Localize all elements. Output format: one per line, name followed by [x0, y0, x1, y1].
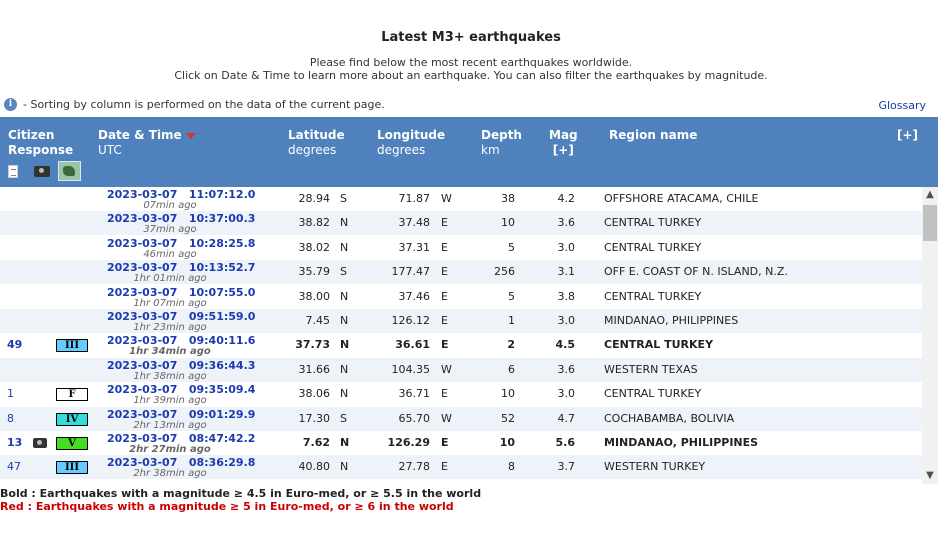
longitude-value: 126.29: [387, 436, 430, 449]
time-ago: 1hr 23min ago: [133, 322, 207, 333]
latitude-direction: N: [340, 289, 349, 303]
datetime-link[interactable]: 2023-03-07 08:36:29.8: [107, 456, 256, 470]
latitude-direction: N: [340, 362, 349, 376]
table-scrollbar[interactable]: [922, 187, 938, 484]
longitude-value: 71.87: [398, 192, 430, 205]
scroll-down-icon[interactable]: ▼: [926, 470, 934, 481]
col-region[interactable]: [609, 128, 697, 143]
region-name: CENTRAL TURKEY: [604, 387, 702, 401]
scroll-thumb[interactable]: [923, 205, 937, 241]
legend-bold-note: Bold : Earthquakes with a magnitude ≥ 4.5 in Euro-med, or ≥ 5.5 in the world: [0, 487, 482, 500]
depth-value: 5: [508, 240, 515, 254]
sorting-notice: [4, 98, 385, 111]
time-ago: 2hr 27min ago: [129, 444, 211, 455]
depth-sub: km: [481, 143, 500, 157]
citizen-response-count[interactable]: 13: [7, 436, 23, 449]
col-longitude[interactable]: [377, 128, 445, 158]
col-latitude[interactable]: [288, 128, 345, 158]
mag-label: Mag: [549, 128, 578, 142]
longitude-direction: E: [441, 338, 449, 352]
latitude-label: Latitude: [288, 128, 345, 142]
latitude-direction: N: [340, 314, 349, 327]
latitude-value: 38.00: [298, 289, 330, 303]
longitude-direction: E: [441, 314, 448, 327]
depth-value: 10: [501, 216, 515, 230]
citizen-response-count[interactable]: 49: [7, 338, 23, 352]
time-ago: 1hr 07min ago: [133, 297, 207, 309]
latitude-value: 35.79: [298, 265, 330, 279]
scroll-up-icon[interactable]: ▲: [926, 189, 934, 200]
longitude-direction: E: [441, 387, 448, 401]
intensity-badge[interactable]: F: [56, 388, 88, 401]
legend-red-note: Red : Earthquakes with a magnitude ≥ 5 in Euro-med, or ≥ 6 in the world: [0, 500, 454, 513]
latitude-sub: degrees: [288, 143, 337, 157]
earthquake-table: [0, 187, 922, 484]
datetime-label: Date & Time: [98, 128, 182, 142]
time-ago: 1hr 39min ago: [133, 395, 207, 407]
datetime-link[interactable]: 2023-03-07 09:35:09.4: [107, 383, 256, 397]
region-expand-button[interactable]: [897, 128, 918, 143]
magnitude-value: 3.0: [557, 314, 575, 327]
intensity-badge[interactable]: V: [56, 437, 88, 450]
intensity-badge[interactable]: IV: [56, 413, 88, 426]
magnitude-value: 3.6: [557, 216, 575, 230]
latitude-direction: N: [340, 387, 349, 401]
region-name: CENTRAL TURKEY: [604, 338, 714, 352]
col-citizen-response[interactable]: [8, 128, 73, 158]
magnitude-value: 3.8: [557, 289, 575, 303]
time-ago: 1hr 01min ago: [133, 273, 207, 285]
region-name: MINDANAO, PHILIPPINES: [604, 314, 739, 327]
citizen-icons: [8, 161, 81, 181]
longitude-value: 37.48: [398, 216, 430, 230]
time-ago: 1hr 34min ago: [129, 346, 211, 358]
longitude-value: 65.70: [398, 411, 430, 425]
longitude-direction: E: [441, 216, 448, 230]
camera-icon[interactable]: [34, 166, 50, 177]
magnitude-value: 3.0: [557, 387, 575, 401]
longitude-direction: W: [441, 192, 452, 205]
depth-value: 256: [494, 265, 515, 279]
region-name: CENTRAL TURKEY: [604, 216, 702, 230]
table-row: [0, 407, 922, 431]
magnitude-value: 5.6: [555, 436, 575, 449]
table-header: [0, 117, 938, 187]
datetime-link[interactable]: 2023-03-07 09:36:44.3: [107, 358, 256, 372]
table-row: [0, 285, 922, 309]
citizen-label-2: Response: [8, 143, 74, 157]
depth-label: Depth: [481, 128, 522, 142]
magnitude-value: 3.7: [557, 460, 575, 474]
longitude-direction: E: [441, 436, 449, 449]
time-ago: 07min ago: [143, 200, 197, 211]
depth-value: 52: [501, 411, 515, 425]
latitude-value: 31.66: [298, 362, 330, 376]
depth-value: 5: [508, 289, 515, 303]
datetime-link[interactable]: 2023-03-07 08:47:42.2: [107, 432, 256, 445]
datetime-link[interactable]: 2023-03-07 11:07:12.0: [107, 188, 256, 201]
sorting-notice-text: - Sorting by column is performed on the data of the current page.: [23, 98, 385, 111]
depth-value: 38: [501, 192, 515, 205]
mag-expand-button[interactable]: [+]: [552, 143, 574, 157]
camera-icon[interactable]: [33, 438, 47, 448]
depth-value: 6: [508, 362, 515, 376]
datetime-link[interactable]: 2023-03-07 10:13:52.7: [107, 261, 256, 275]
region-label: Region name: [609, 128, 698, 142]
table-row: [0, 309, 922, 333]
page-title: Latest M3+ earthquakes: [381, 30, 561, 45]
magnitude-value: 3.1: [557, 265, 575, 279]
latitude-value: 7.45: [305, 314, 330, 327]
region-name: WESTERN TEXAS: [604, 362, 698, 376]
datetime-link[interactable]: 2023-03-07 10:28:25.8: [107, 236, 256, 250]
latitude-direction: N: [340, 460, 349, 474]
datetime-link[interactable]: 2023-03-07 10:37:00.3: [107, 212, 256, 226]
glossary-link[interactable]: Glossary: [878, 99, 926, 112]
citizen-response-count[interactable]: 8: [7, 411, 14, 425]
longitude-sub: degrees: [377, 143, 426, 157]
latitude-value: 40.80: [298, 460, 330, 474]
table-row: [0, 431, 922, 455]
latitude-direction: S: [340, 411, 347, 425]
longitude-value: 36.61: [395, 338, 430, 352]
latitude-value: 38.82: [298, 216, 330, 230]
depth-value: 1: [508, 314, 515, 327]
citizen-response-count[interactable]: 47: [7, 460, 21, 474]
latitude-value: 38.06: [298, 387, 330, 401]
latitude-direction: N: [340, 338, 350, 352]
sort-desc-icon: [186, 133, 196, 139]
latitude-value: 17.30: [298, 411, 330, 425]
intensity-badge[interactable]: III: [56, 339, 88, 352]
region-name: WESTERN TURKEY: [604, 460, 706, 474]
region-name: COCHABAMBA, BOLIVIA: [604, 411, 735, 425]
region-name: CENTRAL TURKEY: [604, 289, 702, 303]
datetime-link[interactable]: 2023-03-07 09:01:29.9: [107, 407, 256, 421]
table-row: [0, 333, 922, 357]
intensity-badge[interactable]: III: [56, 461, 88, 474]
depth-value: 8: [508, 460, 515, 474]
col-mag[interactable]: [549, 128, 578, 158]
longitude-value: 37.31: [398, 240, 430, 254]
longitude-direction: W: [441, 411, 452, 425]
time-ago: 46min ago: [143, 248, 197, 260]
magnitude-value: 4.5: [555, 338, 575, 352]
info-icon: i: [4, 98, 17, 111]
depth-value: 2: [507, 338, 515, 352]
time-ago: 2hr 13min ago: [133, 419, 207, 431]
magnitude-value: 3.0: [557, 240, 575, 254]
testimony-document-icon[interactable]: [8, 165, 18, 178]
region-expand-label: [+]: [897, 128, 919, 142]
latitude-value: 7.62: [302, 436, 330, 449]
latitude-value: 38.02: [298, 240, 330, 254]
intro-line-1: Please find below the most recent earthquakes worldwide.: [309, 56, 633, 69]
datetime-link[interactable]: 2023-03-07 09:51:59.0: [107, 310, 256, 323]
magnitude-value: 4.2: [557, 192, 575, 205]
table-row: [0, 260, 922, 284]
table-row: [0, 382, 922, 406]
longitude-direction: E: [441, 460, 448, 474]
col-datetime[interactable]: [98, 128, 196, 158]
map-icon[interactable]: [58, 161, 81, 181]
latitude-direction: N: [340, 436, 350, 449]
latitude-value: 28.94: [298, 192, 330, 205]
longitude-label: Longitude: [377, 128, 446, 142]
magnitude-value: 3.6: [557, 362, 575, 376]
col-depth[interactable]: [481, 128, 522, 158]
region-name: MINDANAO, PHILIPPINES: [604, 436, 759, 449]
longitude-direction: E: [441, 240, 448, 254]
citizen-response-count[interactable]: 1: [7, 387, 14, 401]
longitude-direction: E: [441, 265, 448, 279]
citizen-label-1: Citizen: [8, 128, 55, 142]
depth-value: 10: [499, 436, 515, 449]
time-ago: 37min ago: [143, 224, 197, 236]
table-row: [0, 455, 922, 479]
intro-line-2: Click on Date & Time to learn more about an earthquake. You can also filter the earthquakes by magnitude.: [174, 69, 768, 82]
datetime-link[interactable]: 2023-03-07 10:07:55.0: [107, 285, 256, 299]
latitude-direction: N: [340, 216, 349, 230]
longitude-value: 126.12: [391, 314, 430, 327]
latitude-value: 37.73: [295, 338, 330, 352]
table-row: [0, 211, 922, 235]
longitude-value: 37.46: [398, 289, 430, 303]
longitude-value: 104.35: [391, 362, 430, 376]
region-name: OFFSHORE ATACAMA, CHILE: [604, 192, 759, 205]
longitude-value: 36.71: [398, 387, 430, 401]
longitude-direction: E: [441, 289, 448, 303]
table-row: [0, 187, 922, 211]
longitude-value: 27.78: [398, 460, 430, 474]
longitude-direction: W: [441, 362, 452, 376]
region-name: OFF E. COAST OF N. ISLAND, N.Z.: [604, 265, 788, 279]
table-row: [0, 358, 922, 382]
latitude-direction: S: [340, 192, 347, 205]
latitude-direction: S: [340, 265, 347, 279]
intro-text: [0, 56, 942, 82]
region-name: CENTRAL TURKEY: [604, 240, 702, 254]
table-row: [0, 236, 922, 260]
datetime-sub: UTC: [98, 143, 122, 157]
magnitude-value: 4.7: [557, 411, 575, 425]
depth-value: 10: [501, 387, 515, 401]
longitude-value: 177.47: [391, 265, 430, 279]
latitude-direction: N: [340, 240, 349, 254]
time-ago: 2hr 38min ago: [133, 468, 207, 480]
datetime-link[interactable]: 2023-03-07 09:40:11.6: [107, 334, 256, 348]
time-ago: 1hr 38min ago: [133, 370, 207, 382]
